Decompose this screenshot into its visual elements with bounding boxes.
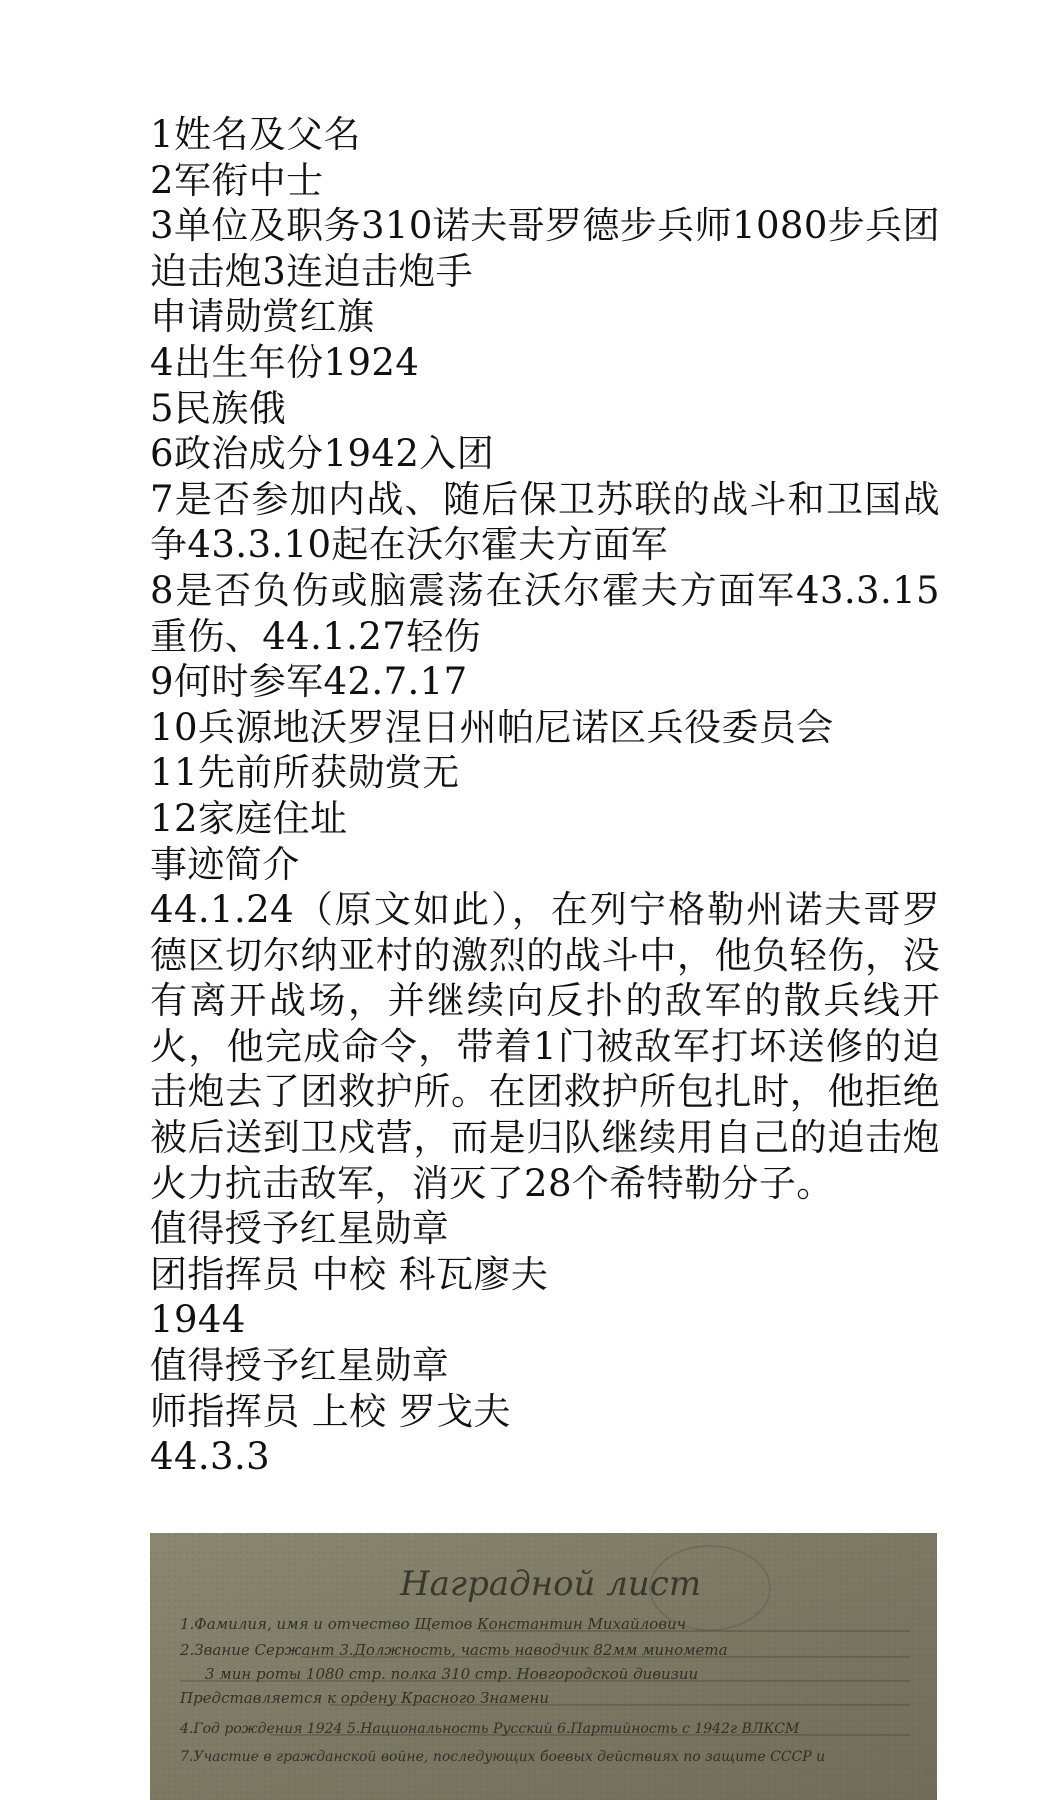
field-name: 1姓名及父名 xyxy=(150,113,361,156)
endorsement-division-signer: 师指挥员 上校 罗戈夫 xyxy=(150,1389,511,1433)
endorsement-regiment-date: 1944 xyxy=(150,1298,246,1342)
award-sheet-scan xyxy=(150,1533,937,1800)
field-party: 6政治成分1942入团 xyxy=(150,432,495,476)
scan-row: 2.Звание Сержант 3.Должность, часть наводчик 82мм миномета xyxy=(180,1641,728,1659)
endorsement-division-date: 44.3.3 xyxy=(150,1435,271,1479)
narrative-paragraph: 44.1.24（原文如此），在列宁格勒州诺夫哥罗德区切尔纳亚村的激烈的战斗中，他负轻伤，没有离开战场，并继续向反扑的敌军的散兵线开火，他完成命令，带着1门被敌军打坏送修的迫击炮去了团救护所。在团救护所包扎时，他拒绝被后送到卫戍营，而是归队继续用自己的迫击炮火力抗击敌军，消灭了28个希特勒分子。 xyxy=(150,888,940,1205)
field-home-address: 12家庭住址 xyxy=(150,796,348,840)
endorsement-regiment-award: 值得授予红星勋章 xyxy=(150,1207,450,1251)
field-birth-year: 4出生年份1924 xyxy=(150,340,420,384)
section-summary-heading: 事迹简介 xyxy=(150,842,300,886)
scan-row: Представляется к ордену Красного Знамени xyxy=(180,1689,550,1707)
field-combat-participation: 7是否参加内战、随后保卫苏联的战斗和卫国战争43.3.10起在沃尔霍夫方面军 xyxy=(150,477,940,567)
scan-header: Наградной лист xyxy=(400,1564,702,1604)
scan-row: 3 мин роты 1080 стр. полка 310 стр. Новгородской дивизии xyxy=(205,1665,699,1683)
award-requested: 申请勋赏红旗 xyxy=(150,295,375,339)
field-enlistment-date: 9何时参军42.7.17 xyxy=(150,660,468,704)
scan-row: 4.Год рождения 1924 5.Национальность Русский 6.Партийность с 1942г ВЛКСМ xyxy=(180,1721,800,1737)
endorsement-division-award: 值得授予红星勋章 xyxy=(150,1344,450,1388)
field-unit-position: 3单位及职务310诺夫哥罗德步兵师1080步兵团迫击炮3连迫击炮手 xyxy=(150,204,940,293)
field-previous-awards: 11先前所获勋赏无 xyxy=(150,751,460,795)
field-nationality: 5民族俄 xyxy=(150,386,287,430)
scan-row: 7.Участие в гражданской войне, последующих боевых действиях по защите СССР и xyxy=(180,1749,826,1765)
field-rank: 2军衔中士 xyxy=(150,158,324,202)
field-wounds: 8是否负伤或脑震荡在沃尔霍夫方面军43.3.15重伤、44.1.27轻伤 xyxy=(150,568,940,658)
field-draft-office: 10兵源地沃罗涅日州帕尼诺区兵役委员会 xyxy=(150,705,834,749)
scan-row: 1.Фамилия, имя и отчество Щетов Константин Михайлович xyxy=(180,1615,686,1633)
translation-text xyxy=(150,112,940,1480)
endorsement-regiment-signer: 团指挥员 中校 科瓦廖夫 xyxy=(150,1252,549,1296)
